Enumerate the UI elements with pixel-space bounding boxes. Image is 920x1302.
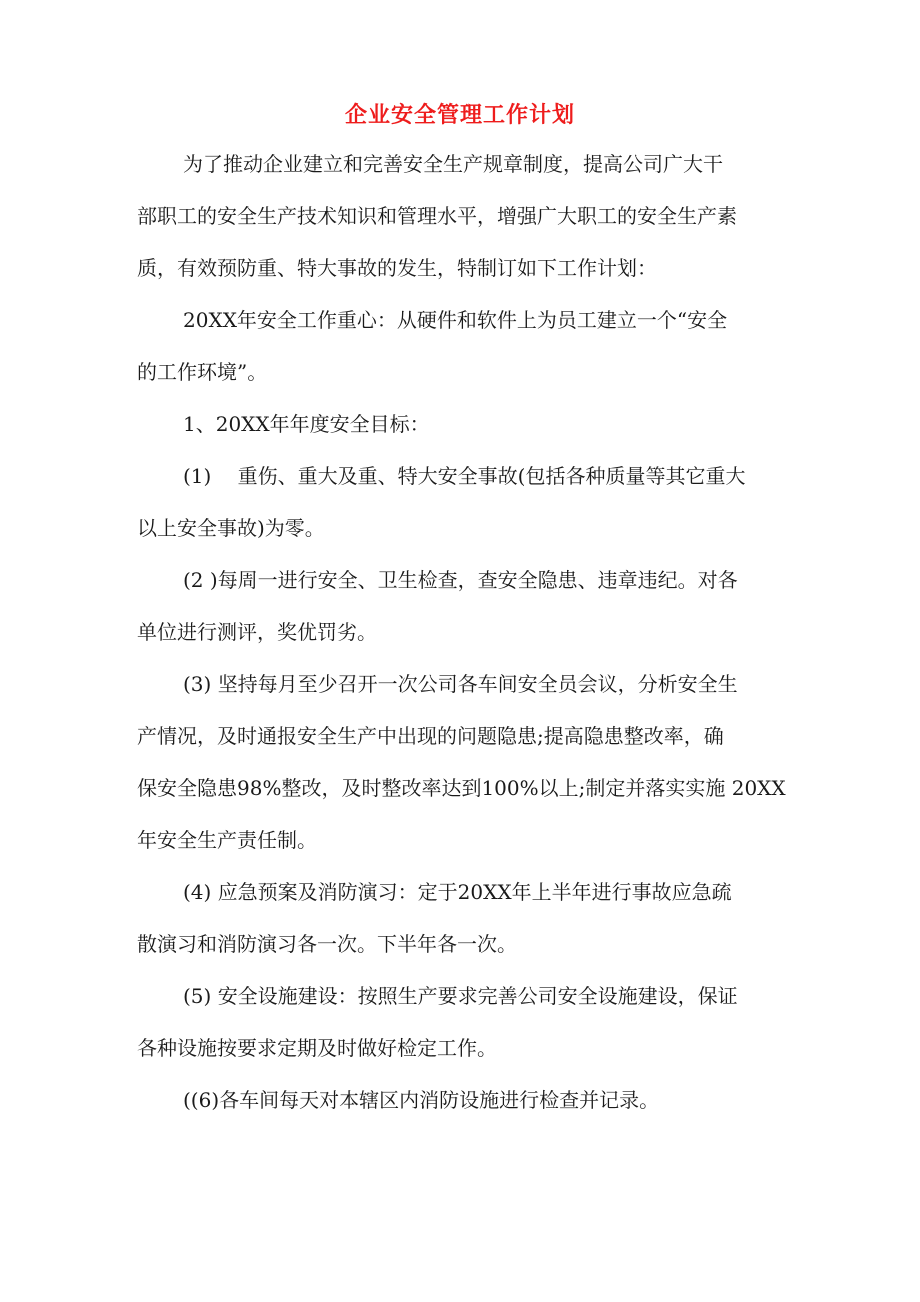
list-item-line: 散演习和消防演习各一次。下半年各一次。 xyxy=(137,932,517,956)
list-item-line: (4) 应急预案及消防演习：定于20XX年上半年进行事故应急疏 xyxy=(183,880,732,904)
list-item-line: ((6)各车间每天对本辖区内消防设施进行检查并记录。 xyxy=(183,1088,660,1112)
document-title: 企业安全管理工作计划 xyxy=(344,103,575,128)
list-item-line: (2 )每周一进行安全、卫生检查，查安全隐患、违章违纪。对各 xyxy=(183,568,738,592)
list-item-line: 各种设施按要求定期及时做好检定工作。 xyxy=(137,1036,497,1060)
list-item-line: 以上安全事故)为零。 xyxy=(137,516,325,540)
paragraph-line: 部职工的安全生产技术知识和管理水平，增强广大职工的安全生产素 xyxy=(137,204,737,228)
list-item-line: 单位进行测评，奖优罚劣。 xyxy=(137,620,377,644)
list-item-line: (5) 安全设施建设：按照生产要求完善公司安全设施建设，保证 xyxy=(183,984,738,1008)
paragraph-line: 为了推动企业建立和完善安全生产规章制度，提高公司广大干 xyxy=(183,152,723,176)
list-item-line: 保安全隐患98%整改，及时整改率达到100%以上;制定并落实实施 20XX xyxy=(137,776,786,800)
list-item-line: 年安全生产责任制。 xyxy=(137,828,317,852)
list-item-line: 产情况，及时通报安全生产中出现的问题隐患;提高隐患整改率，确 xyxy=(137,724,724,748)
paragraph-line: 的工作环境”。 xyxy=(137,360,268,384)
section-heading: 1、20XX年年度安全目标： xyxy=(183,412,430,436)
paragraph-line: 20XX年安全工作重心：从硬件和软件上为员工建立一个“安全 xyxy=(183,308,728,332)
paragraph-line: 质，有效预防重、特大事故的发生，特制订如下工作计划： xyxy=(137,256,657,280)
list-item-line: (3) 坚持每月至少召开一次公司各车间安全员会议，分析安全生 xyxy=(183,672,738,696)
list-item-line: (1) 重伤、重大及重、特大安全事故(包括各种质量等其它重大 xyxy=(183,464,746,488)
